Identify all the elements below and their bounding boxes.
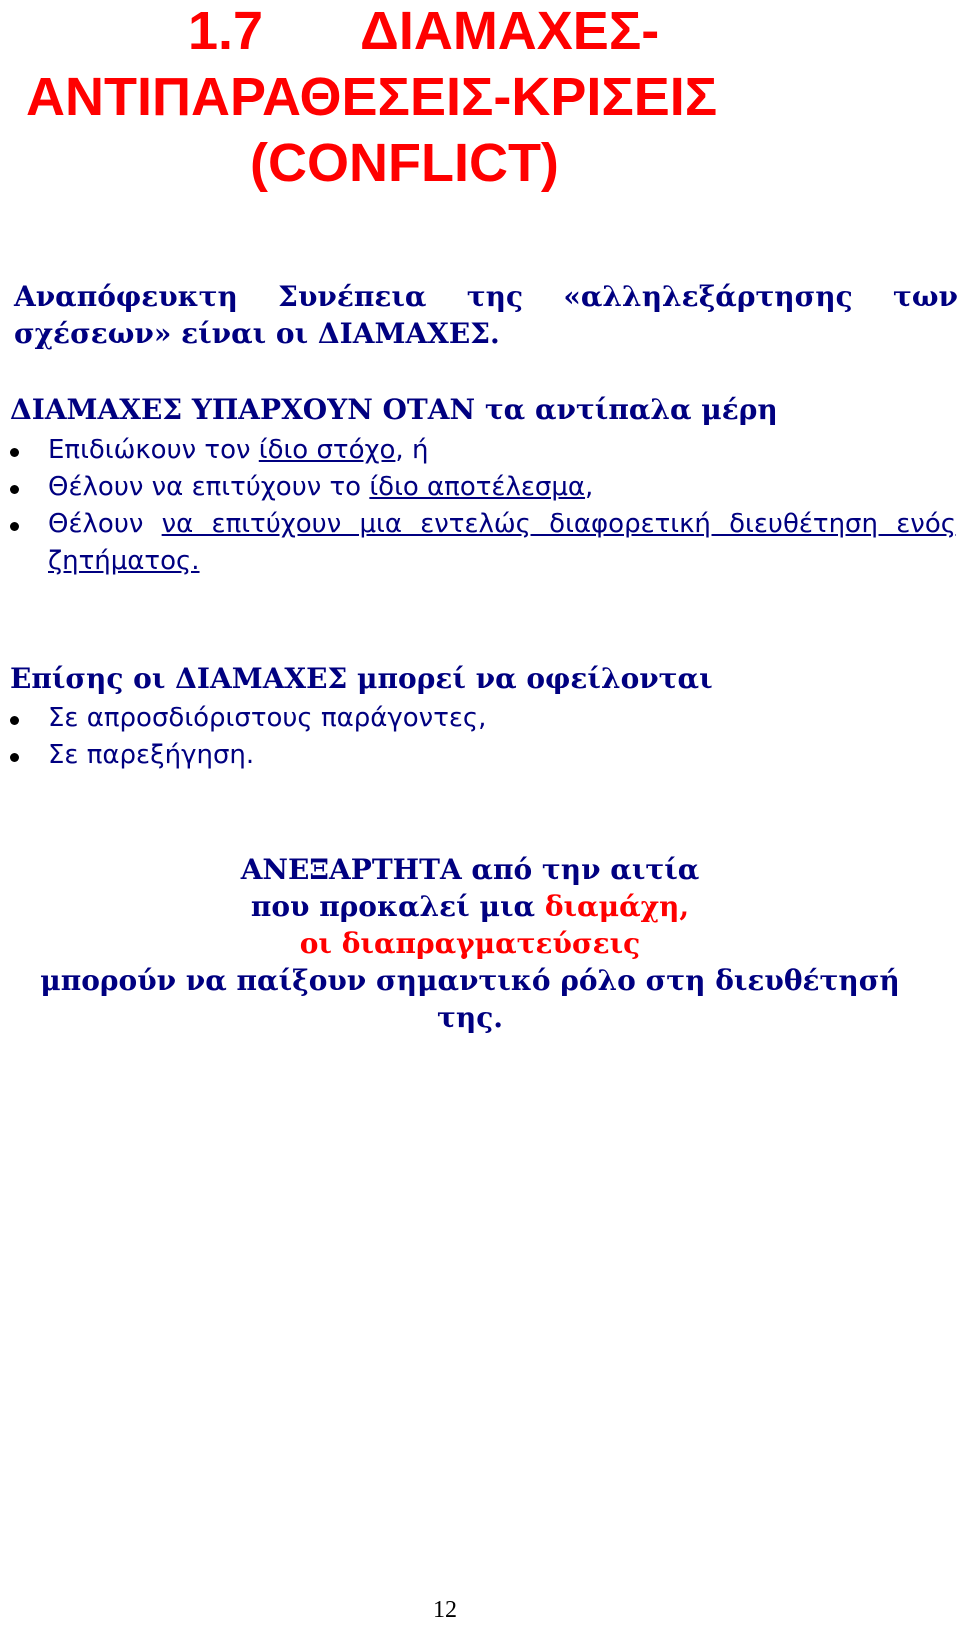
bullet-dot: [10, 753, 19, 762]
intro-word: Συνέπεια: [278, 280, 427, 313]
underlined-text: να επιτύχουν μια εντελώς διαφορετική διευθέτηση ενός ζητήματος.: [48, 509, 956, 576]
conclusion-block: [0, 851, 960, 1036]
bullet-dot: [10, 522, 19, 531]
conclusion-text: που προκαλεί μια: [250, 890, 545, 923]
bullet-dot: [10, 716, 19, 725]
intro-paragraph: [14, 278, 958, 352]
intro-line-1: [14, 278, 958, 315]
section-title: [20, 0, 920, 196]
intro-word: των: [893, 280, 958, 313]
section1-heading: ΔΙΑΜΑΧΕΣ ΥΠΑΡΧΟΥΝ ΟΤΑΝ τα αντίπαλα μέρη: [10, 393, 778, 426]
section1-list: [0, 432, 956, 580]
list-item: [0, 432, 956, 469]
title-line-1: [20, 0, 920, 64]
list-item-text: Θέλουν να επιτύχουν το: [48, 472, 370, 502]
bullet-dot: [10, 485, 19, 494]
list-item-text: , ή: [395, 435, 429, 465]
list-item: [0, 469, 956, 506]
conclusion-line-2: [0, 888, 960, 925]
highlighted-word: διαμάχη,: [544, 890, 690, 923]
intro-word: της: [466, 280, 524, 313]
conclusion-line-1: ΑΝΕΞΑΡΤΗΤΑ από την αιτία: [240, 853, 700, 886]
title-line-2: ΑΝΤΙΠΑΡΑΘΕΣΕΙΣ-ΚΡΙΣΕΙΣ: [26, 67, 718, 127]
list-item-text: Θέλουν: [48, 509, 162, 539]
intro-line-2: σχέσεων» είναι οι ΔΙΑΜΑΧΕΣ.: [14, 317, 500, 350]
conclusion-line-3: οι διαπραγματεύσεις: [299, 927, 641, 960]
list-item-text: Επιδιώκουν τον: [48, 435, 259, 465]
list-item-text: Σε παρεξήγηση.: [48, 740, 255, 770]
title-line-3: (CONFLICT): [250, 133, 559, 193]
list-item: [0, 506, 956, 580]
title-word-1: ΔΙΑΜΑΧΕΣ-: [360, 1, 660, 61]
list-item: [0, 700, 956, 737]
intro-word: «αλληλεξάρτησης: [563, 280, 853, 313]
intro-word: Αναπόφευκτη: [14, 280, 238, 313]
list-item-text: ,: [585, 472, 594, 502]
section-number: 1.7: [188, 1, 264, 61]
page-number: 12: [433, 1597, 457, 1623]
conclusion-line-5: της.: [437, 1001, 503, 1034]
list-item: [0, 737, 956, 774]
underlined-text: ίδιο αποτέλεσμα: [369, 472, 586, 502]
section2-heading: Επίσης οι ΔΙΑΜΑΧΕΣ μπορεί να οφείλονται: [10, 662, 713, 695]
underlined-text: ίδιο στόχο: [258, 435, 396, 465]
list-item-text: Σε απροσδιόριστους παράγοντες,: [48, 703, 487, 733]
section2-list: [0, 700, 956, 774]
conclusion-line-4: μπορούν να παίξουν σημαντικό ρόλο στη διευθέτησή: [40, 964, 900, 997]
bullet-dot: [10, 448, 19, 457]
